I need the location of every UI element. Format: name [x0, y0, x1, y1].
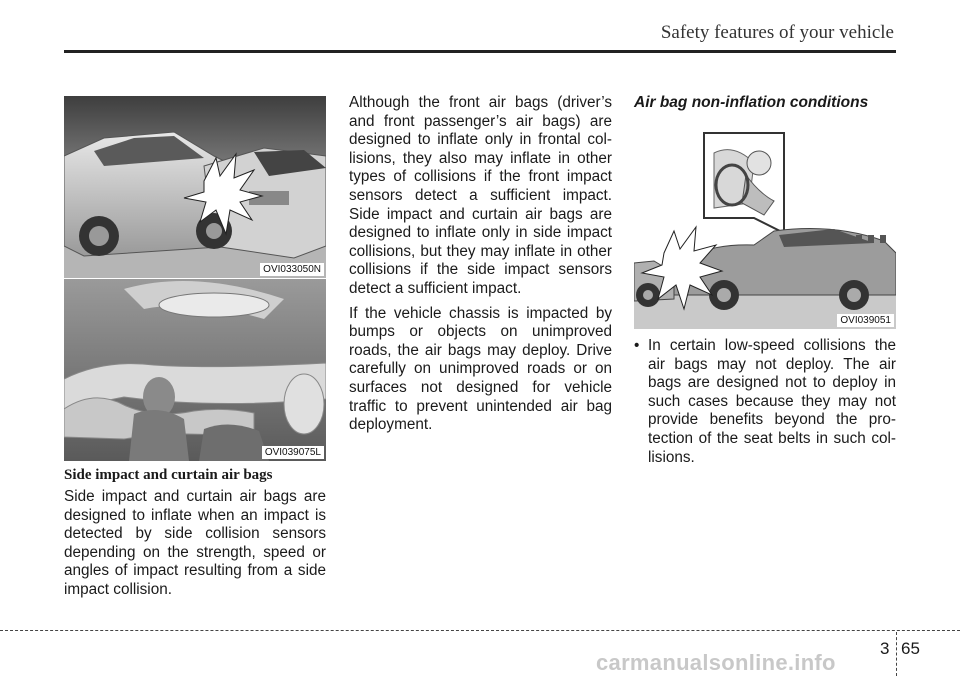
section-subheading: Side impact and curtain air bags — [64, 467, 273, 483]
curtain-airbag-figure — [64, 279, 326, 461]
list-item — [634, 337, 896, 467]
low-speed-collision-illustration — [634, 123, 896, 329]
figure-label: OVI033050N — [260, 263, 324, 276]
watermark: carmanualsonline.info — [596, 650, 836, 675]
chapter-number: 3 — [880, 639, 890, 658]
figure-label: OVI039075L — [262, 446, 324, 459]
page-number-separator — [896, 632, 897, 676]
bullet-text: In certain low-speed collisions the air bags may not deploy. The air bags are designed not to deploy in such cases because they may not provide benefits beyond the pro-tection of the seat belts in such col-lisions. — [648, 337, 896, 466]
header-rule — [64, 50, 896, 53]
paragraph: If the vehicle chassis is impacted by bumps or objects on unimproved roads, the air bags may deploy. Drive carefully on unimproved roads or on surfaces not designed for vehicle traffic to prevent unintended air bag deployment. — [349, 304, 612, 434]
paragraph: Side impact and curtain air bags are designed to inflate when an impact is detected by side collision sensors depending on the strength, speed or angles of impact resulting from a side impact collision. — [64, 488, 326, 598]
left-body-text — [64, 488, 326, 606]
low-speed-collision-figure — [634, 123, 896, 329]
bullet-list — [634, 337, 896, 467]
paragraph: Although the front air bags (driver’s and front passenger’s air bags) are designed to inflate only in frontal col-lisions, they also may inflate in other types of collisions if the front impact sensors detect a sufficient impact. Side impact and curtain air bags are designed to inflate only in side impact collisions, but they may inflate in other collisions if the side impact sensors detect a sufficient impact. — [349, 94, 612, 297]
page-number: 65 — [901, 639, 920, 658]
front-collision-figure — [64, 96, 326, 278]
front-collision-illustration — [64, 96, 326, 278]
footer-rule — [0, 630, 960, 631]
header-title: Safety features of your vehicle — [660, 22, 894, 43]
bullet-icon: • — [634, 337, 640, 354]
section-heading: Air bag non-inflation conditions — [634, 94, 869, 111]
middle-body-text — [349, 94, 612, 441]
curtain-airbag-illustration — [64, 279, 326, 461]
figure-label: OVI039051 — [837, 314, 894, 327]
